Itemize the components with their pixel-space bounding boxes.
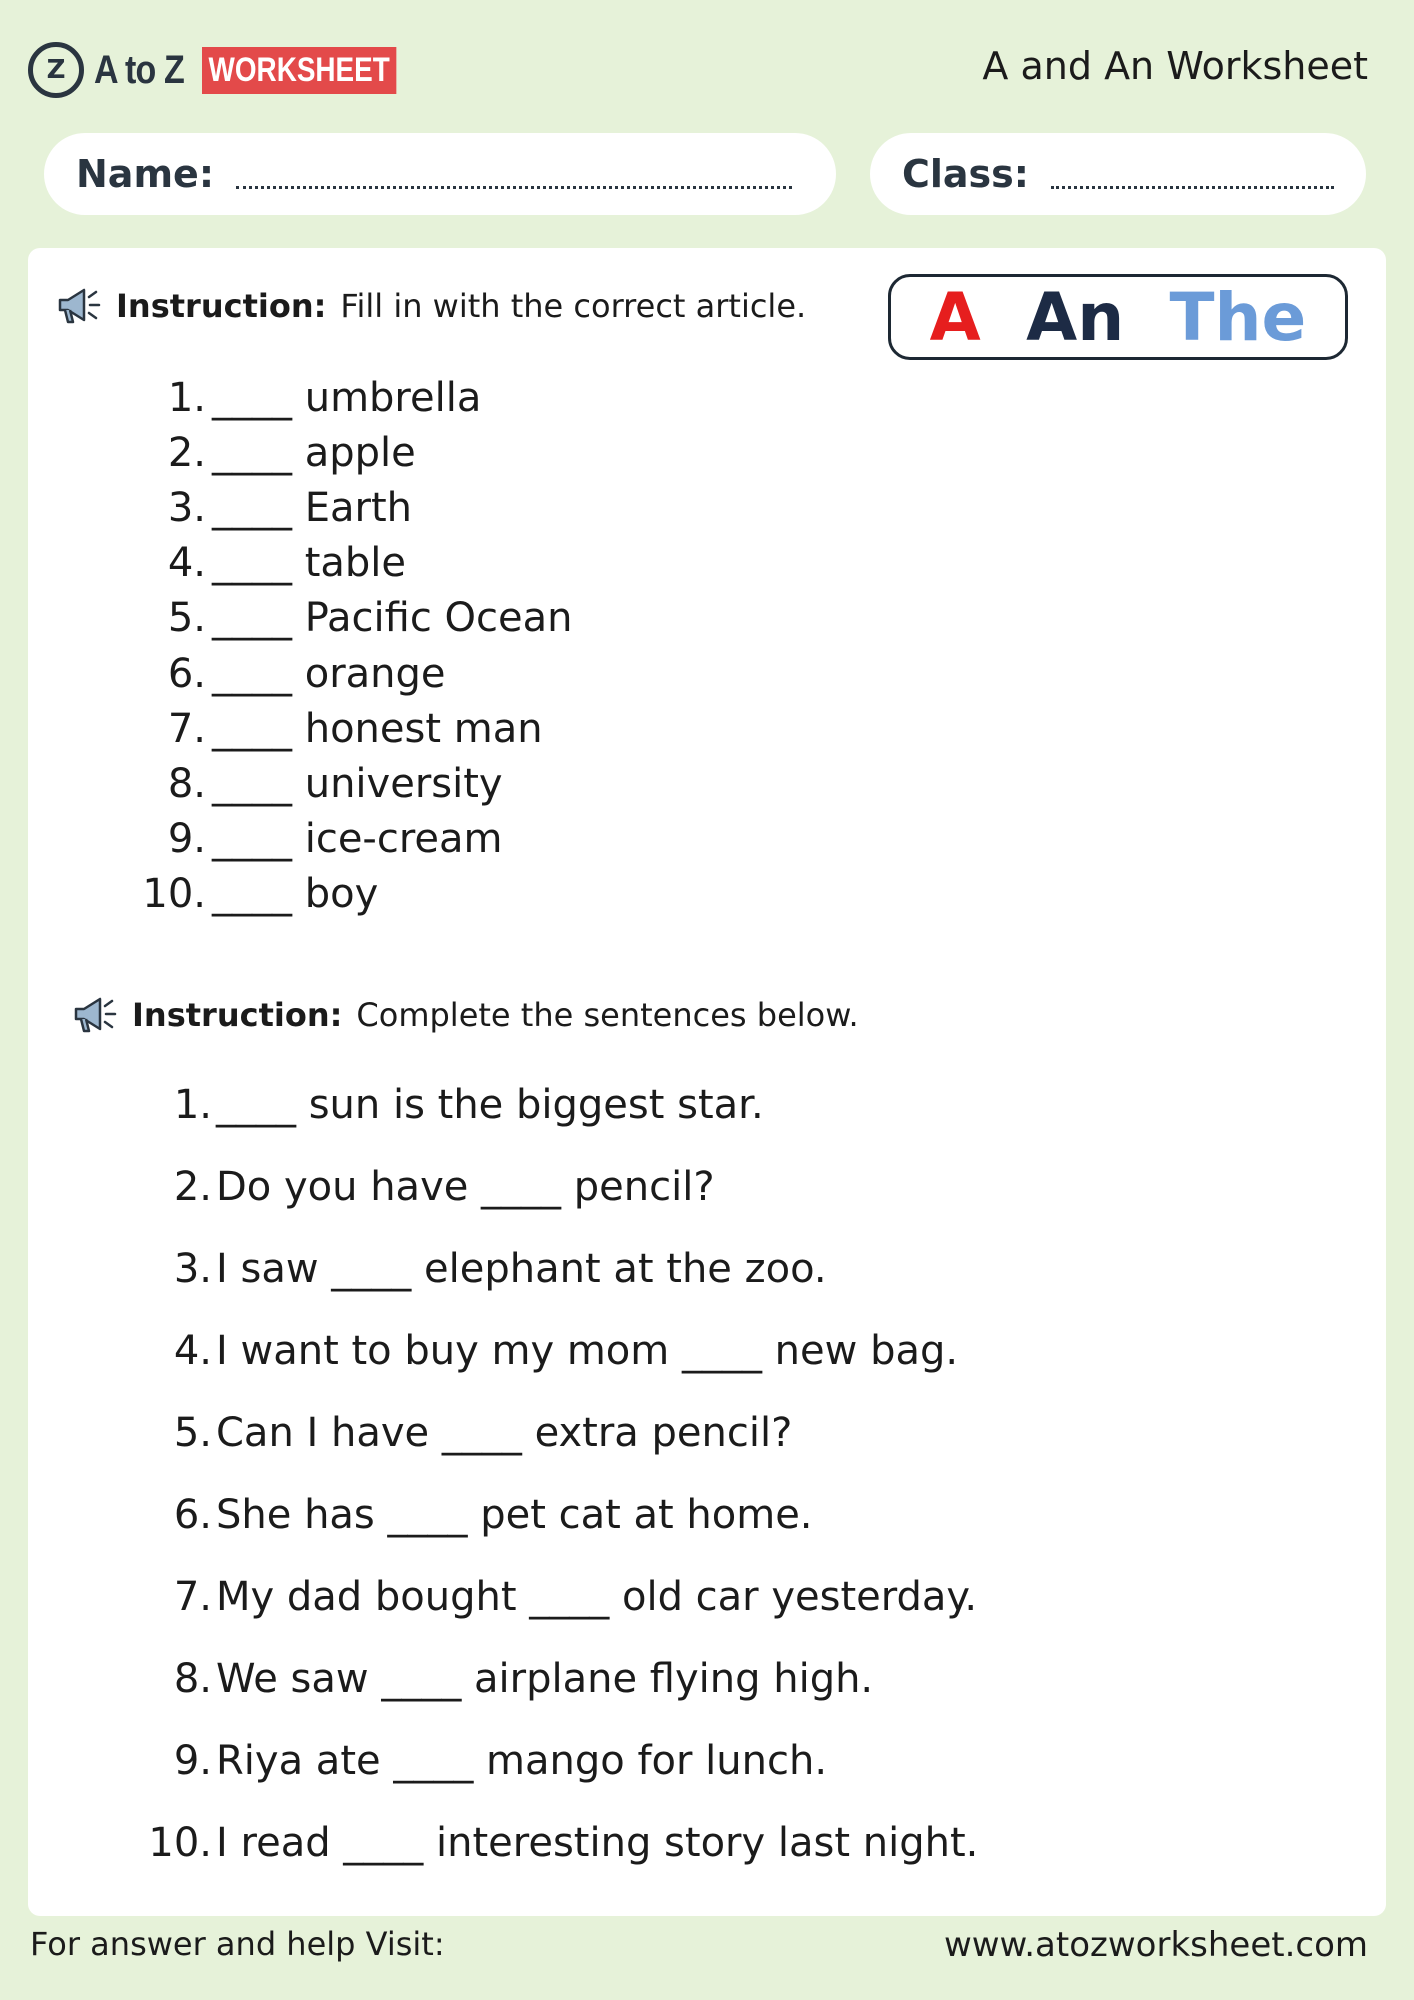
item-text: ____ table: [212, 539, 407, 586]
item-number: 3.: [173, 1246, 212, 1292]
item-number: 3.: [167, 484, 206, 531]
list-item: [0, 811, 503, 866]
instruction-1-text: Fill in with the correct article.: [340, 287, 807, 325]
megaphone-icon: [72, 995, 118, 1035]
item-text: ____ Pacific Ocean: [212, 594, 573, 641]
logo-badge: WORKSHEET: [202, 47, 396, 94]
class-dotted-line: [1051, 186, 1334, 189]
list-item: [0, 866, 378, 921]
name-dotted-line: [236, 186, 792, 189]
megaphone-icon: [56, 286, 102, 326]
item-number: 4.: [173, 1328, 212, 1374]
item-number: 9.: [173, 1738, 212, 1784]
list-item: [0, 590, 573, 645]
item-number: 10.: [142, 870, 206, 917]
brand-logo: [28, 38, 439, 102]
instruction-2: [72, 995, 859, 1035]
list-item: [0, 480, 412, 535]
item-text: Do you have ____ pencil?: [216, 1164, 715, 1210]
item-text: I want to buy my mom ____ new bag.: [216, 1328, 959, 1374]
item-number: 2.: [173, 1164, 212, 1210]
item-number: 7.: [167, 705, 206, 752]
list-item: [0, 425, 416, 480]
item-text: I read ____ interesting story last night.: [216, 1820, 979, 1866]
item-text: I saw ____ elephant at the zoo.: [216, 1246, 827, 1292]
item-number: 9.: [167, 815, 206, 862]
article-an: An: [1026, 278, 1125, 356]
name-field[interactable]: [44, 133, 836, 215]
item-number: 1.: [173, 1082, 212, 1128]
worksheet-title: A and An Worksheet: [982, 44, 1368, 88]
footer-website-link[interactable]: www.atozworksheet.com: [943, 1925, 1368, 1965]
item-text: ____ orange: [212, 650, 446, 697]
list-item: [0, 646, 446, 701]
item-text: Riya ate ____ mango for lunch.: [216, 1738, 828, 1784]
item-text: ____ boy: [212, 870, 379, 917]
list-item: [0, 1813, 978, 1873]
list-item: [0, 370, 481, 425]
article-the: The: [1169, 278, 1307, 356]
article-choices: [888, 274, 1348, 360]
list-item: [0, 1731, 827, 1791]
item-text: ____ sun is the biggest star.: [216, 1082, 764, 1128]
list-item: [0, 701, 543, 756]
item-text: She has ____ pet cat at home.: [216, 1492, 813, 1538]
class-label: Class:: [902, 152, 1029, 196]
article-a: A: [929, 278, 981, 356]
list-item: [0, 1239, 827, 1299]
item-number: 2.: [167, 429, 206, 476]
instruction-1: [56, 286, 806, 326]
footer-help-text: For answer and help Visit:: [30, 1925, 445, 1963]
list-item: [0, 1321, 958, 1381]
item-text: ____ honest man: [212, 705, 543, 752]
item-text: We saw ____ airplane flying high.: [216, 1656, 874, 1702]
list-item: [0, 1567, 977, 1627]
item-number: 5.: [173, 1410, 212, 1456]
list-item: [0, 535, 406, 590]
item-text: ____ ice-cream: [212, 815, 503, 862]
list-item: [0, 1075, 764, 1135]
name-label: Name:: [76, 152, 215, 196]
item-number: 8.: [167, 760, 206, 807]
item-text: Can I have ____ extra pencil?: [216, 1410, 793, 1456]
item-number: 7.: [173, 1574, 212, 1620]
item-number: 5.: [167, 594, 206, 641]
item-number: 4.: [167, 539, 206, 586]
item-number: 10.: [148, 1820, 212, 1866]
item-text: ____ umbrella: [212, 374, 482, 421]
instruction-1-label: Instruction:: [116, 287, 327, 325]
item-number: 1.: [167, 374, 206, 421]
instruction-2-label: Instruction:: [132, 996, 343, 1034]
list-item: [0, 1157, 715, 1217]
logo-mark: Z: [28, 42, 84, 98]
logo-text: A to Z: [94, 47, 184, 92]
item-number: 6.: [167, 650, 206, 697]
item-number: 8.: [173, 1656, 212, 1702]
list-item: [0, 1485, 813, 1545]
item-number: 6.: [173, 1492, 212, 1538]
instruction-2-text: Complete the sentences below.: [356, 996, 859, 1034]
class-field[interactable]: [870, 133, 1366, 215]
item-text: My dad bought ____ old car yesterday.: [216, 1574, 978, 1620]
list-item: [0, 1649, 873, 1709]
list-item: [0, 756, 503, 811]
item-text: ____ university: [212, 760, 503, 807]
item-text: ____ Earth: [212, 484, 412, 531]
item-text: ____ apple: [212, 429, 416, 476]
list-item: [0, 1403, 792, 1463]
